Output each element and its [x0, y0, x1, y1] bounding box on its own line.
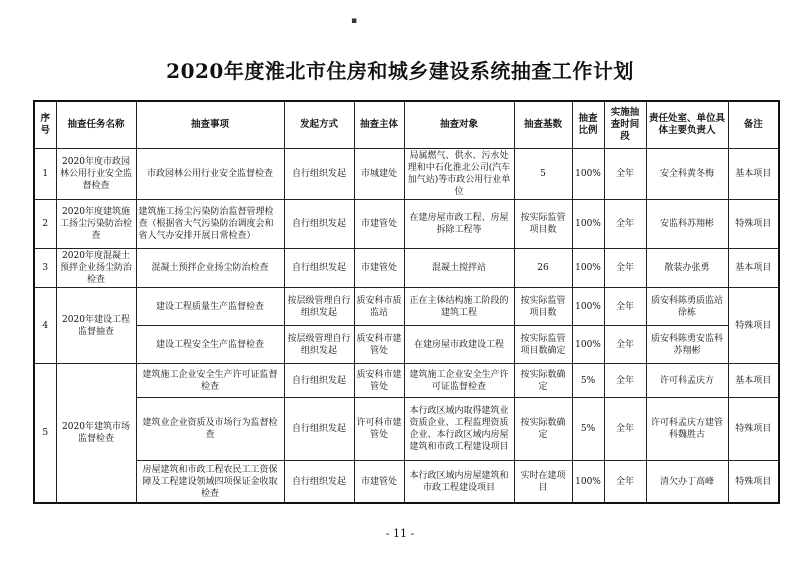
cell-owner: 质安科陈勇安监科苏翔彬	[646, 326, 728, 364]
cell-subject: 市城建处	[354, 149, 404, 200]
cell-base: 按实际数确定	[514, 364, 572, 398]
cell-note: 特殊项目	[728, 288, 779, 364]
cell-object: 正在主体结构施工阶段的建筑工程	[404, 288, 514, 326]
cell-task: 2020年度市政园林公用行业安全监督检查	[56, 149, 136, 200]
cell-no: 4	[34, 288, 56, 364]
cell-base: 5	[514, 149, 572, 200]
cell-owner: 许可科孟庆方建管科魏胜古	[646, 398, 728, 461]
col-header-task: 抽查任务名称	[56, 101, 136, 149]
cell-period: 全年	[604, 288, 646, 326]
cell-method: 自行组织发起	[284, 200, 354, 249]
cell-method: 自行组织发起	[284, 461, 354, 504]
cell-subject: 市建管处	[354, 249, 404, 288]
cell-base: 实时在建项目	[514, 461, 572, 504]
cell-ratio: 100%	[572, 200, 604, 249]
cell-base: 按实际监管项目数	[514, 200, 572, 249]
cell-owner: 安监科苏翔彬	[646, 200, 728, 249]
cell-method: 按层级管理自行组织发起	[284, 326, 354, 364]
page-number: - 11 -	[385, 527, 415, 540]
cell-ratio: 100%	[572, 326, 604, 364]
page-title: 2020年度淮北市住房和城乡建设系统抽查工作计划	[166, 59, 634, 83]
cell-note: 基本项目	[728, 149, 779, 200]
cell-item: 建设工程质量生产监督检查	[136, 288, 284, 326]
col-header-object: 抽查对象	[404, 101, 514, 149]
cell-base: 按实际监管项目数确定	[514, 326, 572, 364]
table-row	[34, 249, 779, 288]
cell-subject: 质安科市建管处	[354, 326, 404, 364]
cell-method: 自行组织发起	[284, 149, 354, 200]
table-row	[34, 288, 779, 326]
cell-task: 2020年建筑市场监督检查	[56, 364, 136, 504]
cell-object: 在建房屋市政工程、房屋拆除工程等	[404, 200, 514, 249]
cell-item: 建筑施工扬尘污染防治监督管理检查（根据省大气污染防治调度会和省人气办安排开展日常检查）	[136, 200, 284, 249]
cell-item: 房屋建筑和市政工程农民工工资保障及工程建设领域四项保证金收取检查	[136, 461, 284, 504]
cell-no: 5	[34, 364, 56, 504]
cell-subject: 市建管处	[354, 200, 404, 249]
cell-object: 本行政区域内房屋建筑和市政工程建设项目	[404, 461, 514, 504]
cell-ratio: 100%	[572, 149, 604, 200]
cell-owner: 质安科陈勇质监站徐栋	[646, 288, 728, 326]
cell-method: 自行组织发起	[284, 249, 354, 288]
cell-item: 建筑施工企业安全生产许可证监督检查	[136, 364, 284, 398]
cell-ratio: 5%	[572, 398, 604, 461]
cell-no: 2	[34, 200, 56, 249]
table-header-row	[34, 101, 779, 149]
cell-method: 按层级管理自行组织发起	[284, 288, 354, 326]
table-row	[34, 149, 779, 200]
table-row	[34, 364, 779, 398]
cell-period: 全年	[604, 326, 646, 364]
cell-base: 按实际数确定	[514, 398, 572, 461]
col-header-period: 实施抽查时间段	[604, 101, 646, 149]
cell-item: 建设工程安全生产监督检查	[136, 326, 284, 364]
cell-note: 基本项目	[728, 249, 779, 288]
col-header-note: 备注	[728, 101, 779, 149]
cell-subject: 质安科市质监站	[354, 288, 404, 326]
cell-owner: 许可科孟庆方	[646, 364, 728, 398]
col-header-method: 发起方式	[284, 101, 354, 149]
cell-no: 3	[34, 249, 56, 288]
table-row	[34, 461, 779, 504]
cell-ratio: 100%	[572, 249, 604, 288]
cell-note: 特殊项目	[728, 398, 779, 461]
cell-period: 全年	[604, 461, 646, 504]
cell-task: 2020年度混凝土预拌企业扬尘防治检查	[56, 249, 136, 288]
cell-owner: 清欠办丁高峰	[646, 461, 728, 504]
cell-period: 全年	[604, 149, 646, 200]
cell-item: 建筑业企业资质及市场行为监督检查	[136, 398, 284, 461]
cell-object: 在建房屋市政建设工程	[404, 326, 514, 364]
cell-subject: 市建管处	[354, 461, 404, 504]
col-header-item: 抽查事项	[136, 101, 284, 149]
cell-object: 混凝土搅拌站	[404, 249, 514, 288]
cell-period: 全年	[604, 398, 646, 461]
table-row	[34, 326, 779, 364]
cell-ratio: 100%	[572, 288, 604, 326]
cell-item: 市政园林公用行业安全监督检查	[136, 149, 284, 200]
col-header-ratio: 抽查比例	[572, 101, 604, 149]
cell-method: 自行组织发起	[284, 398, 354, 461]
cell-period: 全年	[604, 200, 646, 249]
cell-task: 2020年建设工程监督抽查	[56, 288, 136, 364]
table-row	[34, 398, 779, 461]
cell-item: 混凝土预拌企业扬尘防治检查	[136, 249, 284, 288]
cell-object: 建筑施工企业安全生产许可证监督检查	[404, 364, 514, 398]
cell-base: 26	[514, 249, 572, 288]
cell-subject: 质安科市建管处	[354, 364, 404, 398]
cell-object: 局属燃气、供水、污水处理和中石化淮北公司(汽车加气站)等市政公用行业单位	[404, 149, 514, 200]
table-row	[34, 200, 779, 249]
inspection-plan-table	[33, 100, 780, 504]
cell-ratio: 100%	[572, 461, 604, 504]
cell-note: 基本项目	[728, 364, 779, 398]
cell-base: 按实际监管项目数	[514, 288, 572, 326]
cell-no: 1	[34, 149, 56, 200]
cell-subject: 许可科市建管处	[354, 398, 404, 461]
cell-object: 本行政区域内取得建筑业资质企业、工程监理资质企业、本行政区域内房屋建筑和市政工程建设项目	[404, 398, 514, 461]
cell-period: 全年	[604, 364, 646, 398]
col-header-subject: 抽查主体	[354, 101, 404, 149]
col-header-no: 序号	[34, 101, 56, 149]
header-mark: ▪	[351, 16, 358, 26]
cell-task: 2020年度建筑施工扬尘污染防治检查	[56, 200, 136, 249]
cell-note: 特殊项目	[728, 461, 779, 504]
col-header-base: 抽查基数	[514, 101, 572, 149]
cell-owner: 安全科黄冬梅	[646, 149, 728, 200]
cell-method: 自行组织发起	[284, 364, 354, 398]
cell-note: 特殊项目	[728, 200, 779, 249]
col-header-owner: 责任处室、单位具体主要负责人	[646, 101, 728, 149]
cell-period: 全年	[604, 249, 646, 288]
cell-owner: 散装办张勇	[646, 249, 728, 288]
cell-ratio: 5%	[572, 364, 604, 398]
